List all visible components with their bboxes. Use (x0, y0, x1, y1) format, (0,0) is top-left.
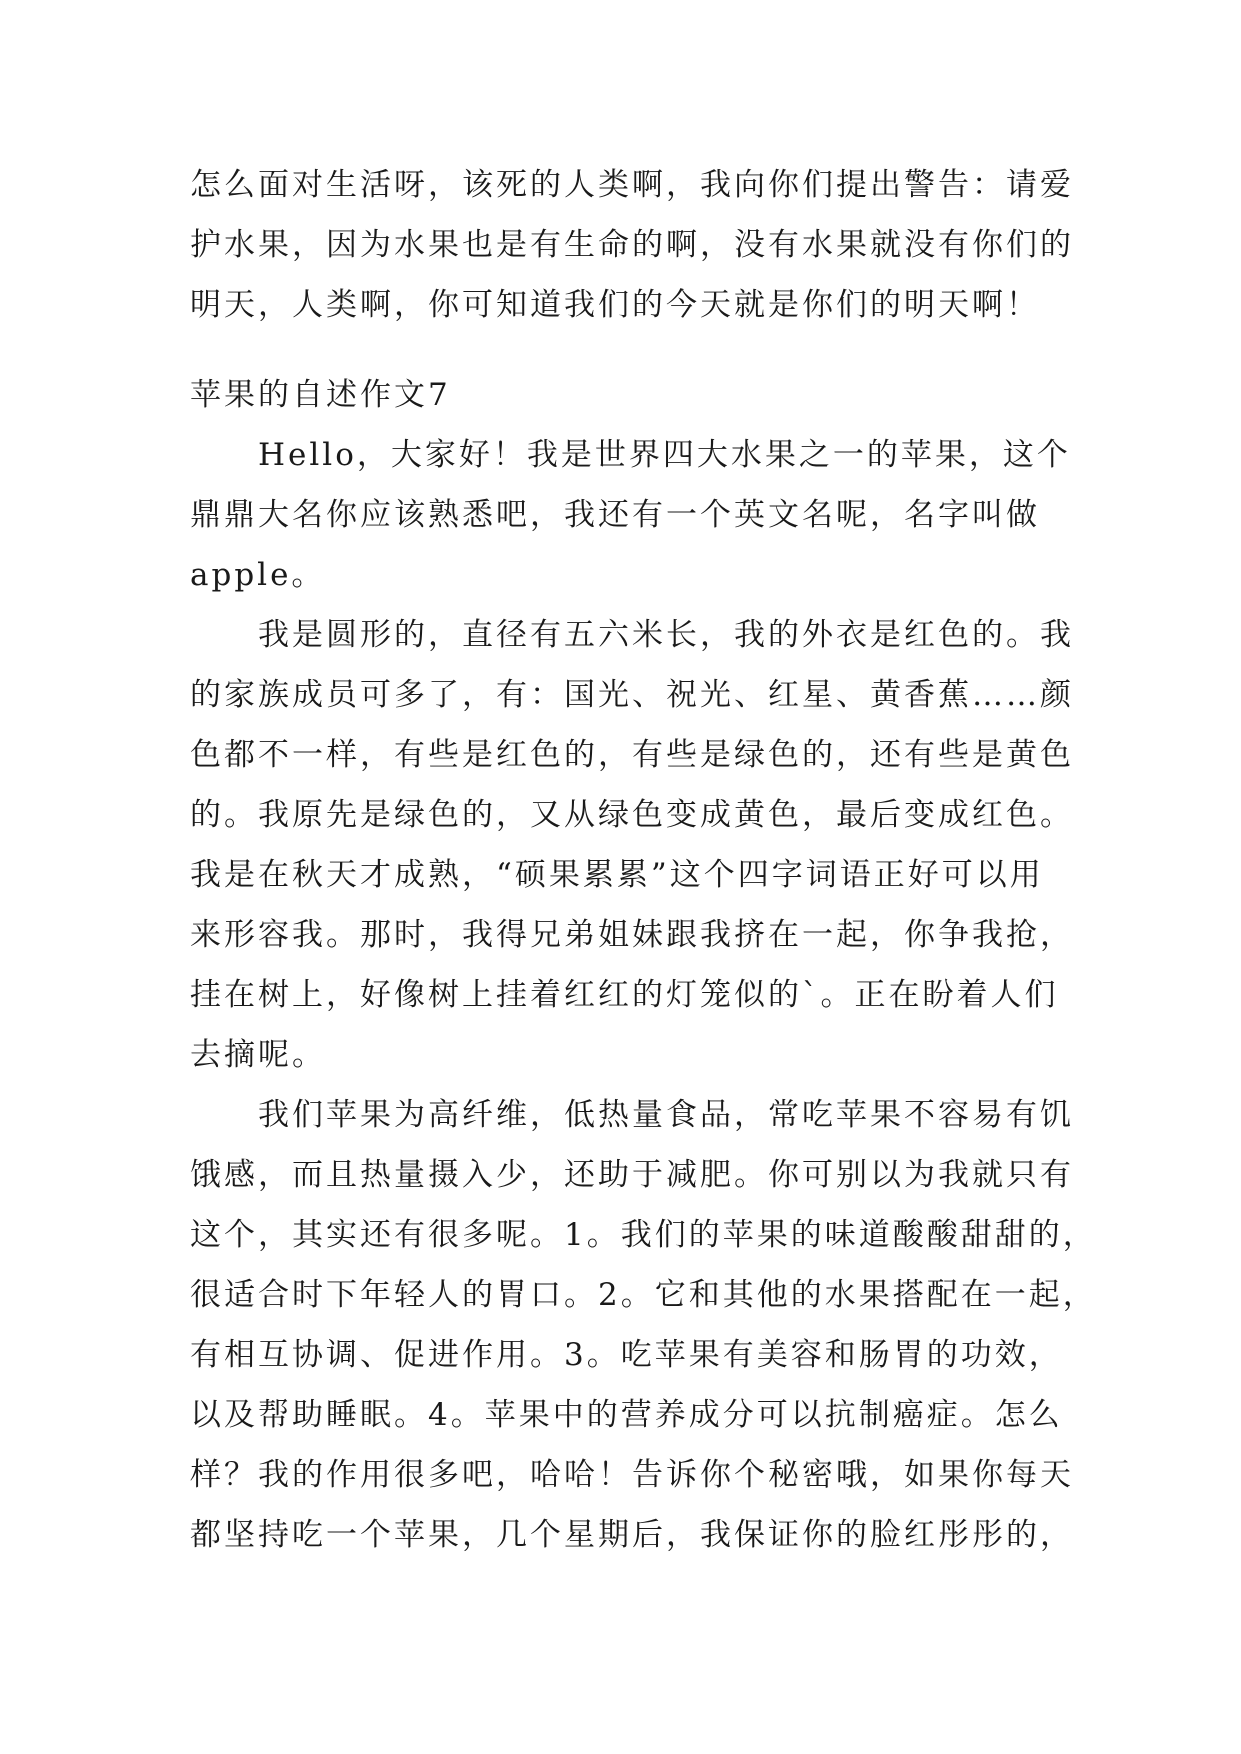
text-line: 以及帮助睡眠。4。苹果中的营养成分可以抗制癌症。怎么 (190, 1397, 1063, 1433)
text-line: 这个，其实还有很多呢。1。我们的苹果的味道酸酸甜甜的， (190, 1217, 1097, 1253)
text-line: 挂在树上，好像树上挂着红红的灯笼似的`。正在盼着人们 (190, 977, 1059, 1013)
text-line: 怎么面对生活呀，该死的人类啊，我向你们提出警告：请爱 (190, 167, 1074, 203)
text-line: 的。我原先是绿色的，又从绿色变成黄色，最后变成红色。 (190, 797, 1074, 833)
text-line: 很适合时下年轻人的胃口。2。它和其他的水果搭配在一起， (190, 1277, 1097, 1313)
text-line: 去摘呢。 (190, 1037, 326, 1073)
text-line: 明天，人类啊，你可知道我们的今天就是你们的明天啊！ (190, 287, 1040, 323)
text-line: 样？我的作用很多吧，哈哈！告诉你个秘密哦，如果你每天 (190, 1457, 1074, 1493)
paragraph-continuation (190, 155, 1074, 335)
essay-heading: 苹果的自述作文7 (190, 377, 451, 413)
paragraph-appearance (190, 605, 1074, 1085)
text-line: 我是圆形的，直径有五六米长，我的外衣是红色的。我 (190, 617, 1074, 653)
text-line: 有相互协调、促进作用。3。吃苹果有美容和肠胃的功效， (190, 1337, 1063, 1373)
text-line: Hello，大家好！我是世界四大水果之一的苹果，这个 (190, 437, 1071, 473)
paragraph-spacer (190, 335, 1070, 365)
text-line: 都坚持吃一个苹果，几个星期后，我保证你的脸红彤彤的， (190, 1517, 1074, 1553)
paragraph-benefits (190, 1085, 1097, 1565)
paragraph-intro (190, 425, 1070, 605)
text-line: 我们苹果为高纤维，低热量食品，常吃苹果不容易有饥 (190, 1097, 1074, 1133)
document-body (190, 155, 1097, 1565)
text-line: 的家族成员可多了，有：国光、祝光、红星、黄香蕉……颜 (190, 677, 1074, 713)
text-line: 鼎鼎大名你应该熟悉吧，我还有一个英文名呢，名字叫做 (190, 497, 1040, 533)
text-line: 色都不一样，有些是红色的，有些是绿色的，还有些是黄色 (190, 737, 1074, 773)
text-line: 护水果，因为水果也是有生命的啊，没有水果就没有你们的 (190, 227, 1074, 263)
text-line: 饿感，而且热量摄入少，还助于减肥。你可别以为我就只有 (190, 1157, 1074, 1193)
text-line: 我是在秋天才成熟，“硕果累累”这个四字词语正好可以用 (190, 857, 1044, 893)
text-line: 来形容我。那时，我得兄弟姐妹跟我挤在一起，你争我抢， (190, 917, 1074, 953)
text-line: apple。 (190, 557, 326, 593)
